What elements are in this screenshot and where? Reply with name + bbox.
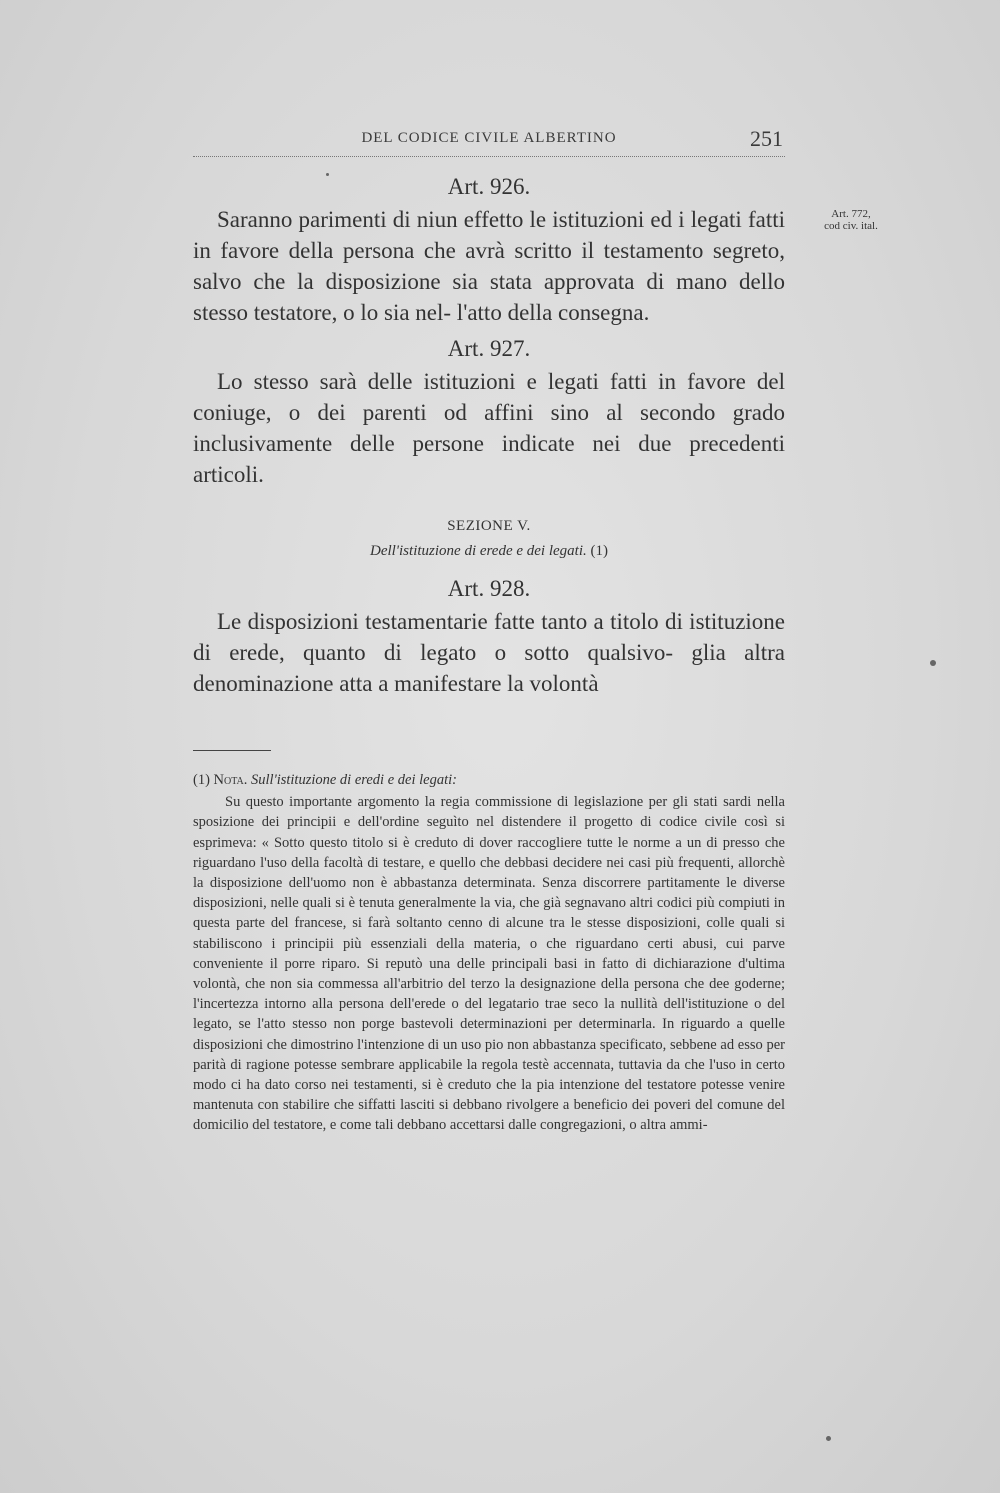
section-subtitle — [193, 543, 785, 560]
margin-note-line-1: Art. 772, — [831, 208, 871, 220]
article-928-heading: Art. 928. — [447, 576, 531, 601]
article-928-text — [193, 606, 785, 699]
running-title: DEL CODICE CIVILE ALBERTINO — [361, 130, 617, 146]
footnote-rule — [193, 750, 271, 751]
footnote-title: Sull'istituzione di eredi e dei legati: — [251, 772, 457, 788]
footnote-reference: (1) — [590, 543, 609, 559]
article-926-body: Saranno parimenti di niun effetto le istituzioni ed i legati fatti in favore della persona che avrà scritto il testamento segreto, salvo che la disposizione sia stata approvata di mano dello stesso testatore, o lo sia nel- l'atto della consegna. — [193, 207, 785, 325]
margin-note-line-2: cod civ. ital. — [824, 220, 878, 232]
ink-speck — [326, 173, 329, 176]
running-header — [193, 126, 785, 157]
ink-speck — [826, 1436, 831, 1441]
article-927-heading: Art. 927. — [447, 336, 531, 361]
page-number: 251 — [750, 126, 783, 151]
article-928-body: Le disposizioni testamentarie fatte tanto a titolo di istituzione di erede, quanto di legato o sotto qualsivo- glia altra denominazione atta a manifestare la volontà — [193, 609, 785, 696]
section-heading: SEZIONE V. — [447, 518, 531, 534]
margin-note — [806, 208, 896, 232]
footnote-text: Su questo importante argomento la regia commissione di legislazione per gli stati sardi nella sposizione dei principii e dell'ordine seguìto nel distendere il progetto di codice civile così si esprimeva: « Sotto questo titolo si è creduto di dover raccogliere tutte le norme a un di presso che riguardano l'uso della facoltà di testare, e quello che debbasi decidere nei casi più frequenti, allorchè la disposizione dell'uomo non è abbastanza determinata. Senza discorrere partitamente le diverse disposizioni, nelle quali si è tenuta generalmente la via, che già segnavano altri codici più compiuti in questa parte del francese, si farà soltanto cenno di alcune tra le stesse disposizioni, colle quali si stabiliscono i principii più essenziali della materia, o che riguardano certi abusi, cui parve conveniente il porre riparo. Si reputò una delle principali basi in fatto di dichiarazione d'ultima volontà, che non sia commessa all'arbitrio del terzo la designazione della persona che dee goderne; l'incertezza intorno alla persona dell'erede o del legatario trae seco la nullità dell'istituzione o del legato, se l'atto stesso non porge bastevoli determinazioni per determinarla. In riguardo a quelle disposizioni che dimostrino l'intenzione di un uso pio non abbastanza specificato, sebbene ad esso per parità di ragione potesse sembrare applicabile la regola testè accennata, tuttavia da che l'uso in certo modo ci ha dato corso nei testamenti, si è creduto che la pia intenzione del testatore potesse venire mantenuta con stabilire che siffatti lasciti si debbano rivolgere a beneficio dei poveri del comune del domicilio del testatore, e come tali debbano accettarsi dalle congregazioni, o altra ammi- — [193, 794, 785, 1134]
ink-speck — [930, 660, 936, 666]
footnote-marker: (1) — [193, 772, 210, 788]
footnote-head — [193, 770, 785, 790]
footnote-label: Nota. — [213, 772, 248, 788]
article-926-heading: Art. 926. — [447, 174, 531, 199]
article-926-text — [193, 204, 785, 328]
footnote — [193, 770, 785, 1136]
article-927-body: Lo stesso sarà delle istituzioni e legati fatti in favore del coniuge, o dei parenti od affini sino al secondo grado inclusivamente delle persone indicate nei due precedenti articoli. — [193, 369, 785, 487]
main-text — [193, 168, 785, 699]
article-927-text — [193, 366, 785, 490]
section-subtitle-text: Dell'istituzione di erede e dei legati. — [369, 543, 587, 559]
